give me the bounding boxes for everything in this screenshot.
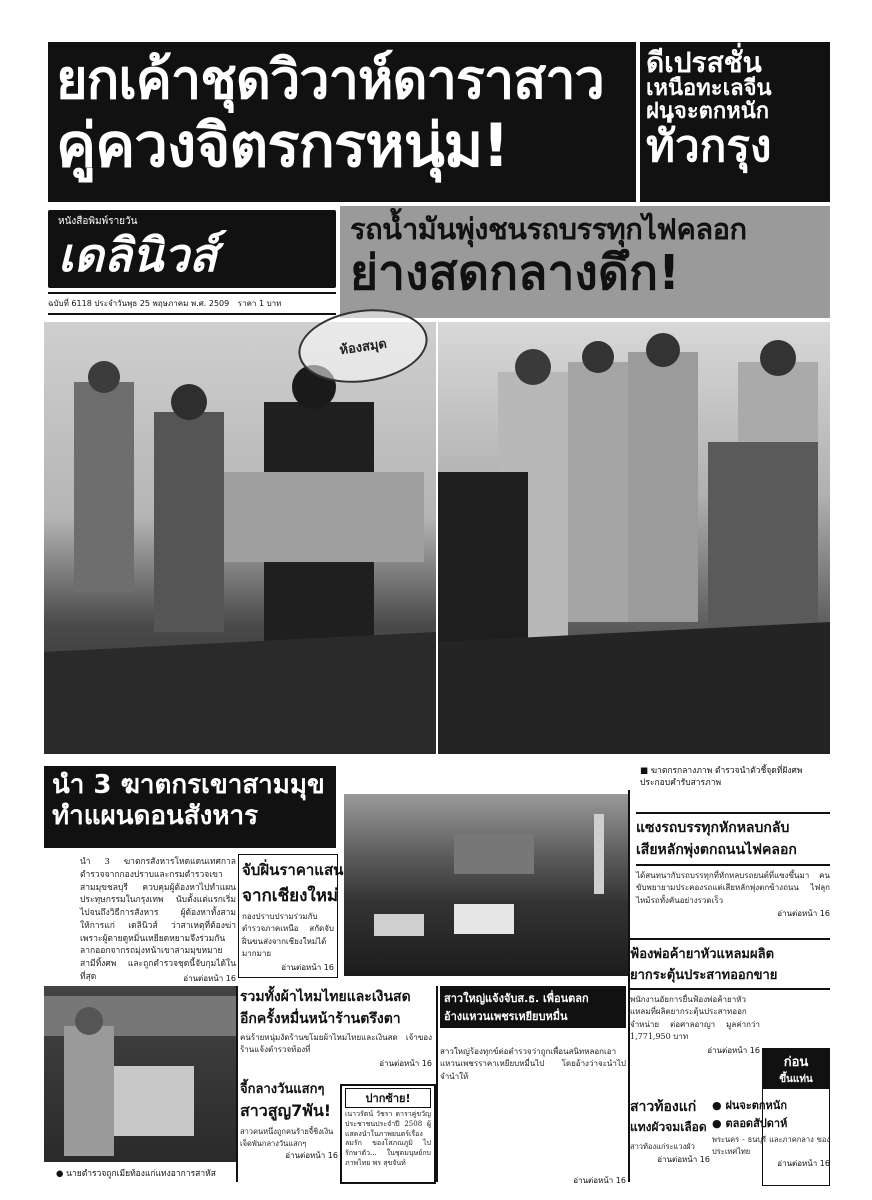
column-box-title: ปากซ้าย! (345, 1088, 431, 1108)
bullet-1: ● (712, 1099, 726, 1112)
main-headline-line2: คู่ควงจิตรกรหนุ่ม! (56, 110, 509, 181)
marijuana-story (238, 854, 344, 978)
crash-photo-shapes (344, 794, 628, 976)
side-headline-line2: เหนือทะเลจีน (646, 76, 772, 102)
train-headline-line1: รถน้ำมันพุ่งชนรถบรรทุกไฟคลอก (350, 212, 747, 246)
lost-continued: อ่านต่อหน้า 16 (285, 1151, 338, 1161)
gold-headline-line1: รวมทั้งผ้าไหมไทยและเงินสด (240, 989, 411, 1005)
figure-1 (74, 382, 134, 592)
column-rule-3 (436, 986, 438, 1182)
column-rule-2 (628, 790, 630, 1182)
murder-headline-box (44, 766, 336, 848)
truck-body: ได้สนทนากับรถบรรทุกที่หักหลบรถยนต์ที่แซงขึ้นมา คนขับพยายามประคองรถแต่เสียหลักพุ่งตกข้างถนน ไฟลุกไหม้รถทั้งคันอย่างรวดเร็ว (636, 871, 830, 905)
masthead-name: เดลินิวส์ (58, 228, 218, 282)
column-box (340, 1084, 436, 1184)
side-box-item2-text: ตลอดสัปดาห์ (725, 1117, 788, 1130)
girl-body: สาวใหญ่ร้องทุกข์ต่อตำรวจว่าถูกเพื่อนสนิทหลอกเอาแหวนเพชรราคาเหยียบหมื่นไป โดยอ้างว่าจะนำไปจำนำให้ (440, 1047, 626, 1081)
murder-headline-line1: นำ 3 ฆาตกรเขาสามมุข (52, 770, 325, 800)
arrest-photo (44, 986, 236, 1162)
arrest-photo-shapes (44, 986, 236, 1162)
masthead (48, 206, 336, 314)
photo-left-figures (44, 322, 436, 754)
pregnant-continued: อ่านต่อหน้า 16 (657, 1154, 710, 1164)
officer-2 (568, 362, 628, 622)
car-shape (224, 472, 424, 562)
side-box-body: พระนคร - ธนบุรี และภาคกลาง ของประเทศไทย (712, 1135, 830, 1156)
pregnant-body: สาวท้องแก่ระแวงผัว (630, 1142, 695, 1151)
debris (374, 914, 424, 936)
main-headline-line1: ยกเค้าชุดวิวาห์ดาราสาว (56, 48, 604, 111)
officer-1-head (515, 349, 551, 385)
photo-left (44, 322, 436, 754)
figure-2-head (171, 384, 207, 420)
fishsauce-story (630, 938, 830, 1055)
murder-headline-line2: ทำแผนดอนสังหาร (52, 801, 259, 832)
library-stamp-text: ห้องสมุด (338, 336, 388, 358)
caption-bottom-text: นายตำรวจถูกเมียท้องแก่แทงอาการสาหัส (66, 1169, 216, 1179)
marijuana-headline-line2: จากเชียงใหม่ (242, 886, 339, 906)
side-box-title1: ก่อน (783, 1055, 809, 1070)
side-box-title2: ขึ้นแท่น (779, 1074, 813, 1085)
grass-right (438, 622, 830, 754)
side-headline-line4: ทั่วกรุง (646, 120, 772, 172)
figure-1-head (88, 361, 120, 393)
column-rule-1 (236, 986, 238, 1182)
fishsauce-headline-line2: ยากระตุ้นประสาทออกขาย (630, 964, 830, 990)
side-box-content (712, 1096, 830, 1186)
girl-headline-box (440, 986, 626, 1028)
truck-continued: อ่านต่อหน้า 16 (777, 909, 830, 919)
photo-right-figures (438, 322, 830, 754)
pregnant-headline-line1: สาวท้องแก่ (630, 1099, 697, 1115)
masthead-logo-box (48, 210, 336, 288)
murder-continued: อ่านต่อหน้า 16 (183, 974, 236, 983)
column-box-body: เนาวรัตน์ วัชรา ดาราคู่ขวัญประชาชนประจำปี 2508 ผู้แสดงนำในภาพยนตร์เรื่อง ลมรัก ของโสภณภูมิ ไปรักษาตัว... ในชุดมนุษย์กบ ภาพไทย พร สุขจันท์ (345, 1110, 431, 1167)
truck-story (636, 812, 830, 932)
injured-man (114, 1066, 194, 1136)
lost-headline-line2: สาวสูญ7พัน! (240, 1101, 332, 1120)
officer-4-head (760, 340, 796, 376)
side-box-title (763, 1049, 829, 1089)
caption-bottom-bullet: ● (56, 1169, 67, 1179)
girl-headline-line2: อ้างแหวนเพชรเหยียบหมื่น (444, 1010, 568, 1023)
sheet (454, 904, 514, 934)
issue-info-text: ฉบับที่ 6118 ประจำวันพุธ 25 พฤษภาคม พ.ศ. 2509 (48, 299, 230, 308)
side-box-continued: อ่านต่อหน้า 16 (777, 1159, 830, 1169)
side-box-item1 (712, 1096, 830, 1114)
side-headline-box (640, 42, 830, 202)
man-standing (64, 1026, 114, 1156)
lost-story (240, 1078, 338, 1178)
bullet-2: ● (712, 1117, 726, 1130)
train-headline-line2: ย่างสดกลางดึก! (350, 245, 680, 302)
gold-headline-line2: อีกครั้งหมื่นหน้าร้านตรึงตา (240, 1011, 401, 1027)
girl-headline-line1: สาวใหญ่แจ้งจับส.ธ. เพื่อนตลก (444, 992, 589, 1005)
lost-headline-line1: จี้กลางวันแสกๆ (240, 1082, 325, 1097)
masthead-issue-info (48, 292, 336, 315)
caption-train-text: ฆาตกรกลางภาพ ตำรวจนำตัวชี้จุดที่ฝังศพ ประกอบคำรับสารภาพ (640, 766, 803, 788)
side-headline-line3: ฝนจะตกหนัก (646, 99, 770, 125)
officer-3-head (646, 333, 680, 367)
side-box-item2 (712, 1114, 830, 1132)
officer-2-head (582, 341, 614, 373)
marijuana-continued: อ่านต่อหน้า 16 (281, 962, 334, 972)
truck-headline-line2: เสียหลักพุ่งตกถนนไฟคลอก (636, 839, 830, 866)
marijuana-headline-line1: จับฝิ่นราคาแสน (242, 861, 344, 879)
fishsauce-headline-line1: ฟ้องพ่อค้ายาหัวแหลมผลิต (630, 938, 830, 964)
man-standing-head (75, 1007, 103, 1035)
train-headline-box (340, 206, 830, 318)
fishsauce-continued: อ่านต่อหน้า 16 (707, 1045, 760, 1055)
gold-story (240, 986, 432, 1072)
price-text: ราคา 1 บาท (237, 299, 282, 308)
main-headline-box (48, 42, 636, 202)
lost-body: สาวคนหนึ่งถูกคนร้ายจี้ชิงเงินเจ็ดพันกลางวันแสกๆ (240, 1127, 334, 1148)
crash-photo (344, 794, 628, 976)
side-box-item1-text: ฝนจะตกหนัก (725, 1099, 787, 1112)
masthead-tagline: หนังสือพิมพ์รายวัน (58, 216, 138, 227)
girl-continued: อ่านต่อหน้า 16 (573, 1176, 626, 1185)
photo-right (438, 322, 830, 754)
side-headline-line1: ดีเปรสชั่น (646, 46, 762, 79)
wreck (454, 834, 534, 874)
pregnant-headline-line2: แทงผัวจมเลือด (630, 1120, 707, 1134)
murder-body: นำ 3 ฆาตกรสังหารโหดแดนเทศกาลตำรวจจากกองปราบและกรมตำรวจเขาสามมุขชลบุรี ควบคุมผู้ต้องหาไปทำแผนประทุษกรรมในกรุงเทพ นับตั้งแต่แรกเริ่มไปจนถึงวิธีการสังหาร ผู้ต้องหาทั้งสามให้การแก่ เดลินิวส์ ว่าสาเหตุที่ต้องฆ่าเพราะผู้ตายดูหมิ่นเหยียดหยามจึงร่วมกันลากออกจากรถมุ่งหน้าเขาสามมุขหมายสามีทิ้งศพ และถูกตำรวจชุดนี้จับกุมได้ในที่สุด (80, 857, 236, 982)
grass (44, 632, 436, 754)
marijuana-body: กองปราบปรามร่วมกับตำรวจภาคเหนือ สกัดจับฝิ่นขนส่งจากเชียงใหม่ได้มากมาย (242, 912, 334, 959)
fishsauce-body: พนักงานอัยการยื่นฟ้องพ่อค้ายาหัวแหลมที่ผลิตยากระตุ้นประสาทออกจำหน่าย ต่อศาลอาญา มูลค่ากว่า 1,771,950 บาท (630, 995, 760, 1042)
caption-train (640, 766, 830, 810)
pregnant-story (630, 1096, 710, 1182)
figure-2 (154, 412, 224, 632)
gold-body: คนร้ายหนุ่มงัดร้านขโมยผ้าไหมไทยและเงินสด เจ้าของร้านแจ้งตำรวจท้องที่ (240, 1033, 432, 1055)
truck-headline-line1: แซงรถบรรทุกหักหลบกลับ (636, 812, 830, 839)
gold-continued: อ่านต่อหน้า 16 (379, 1058, 432, 1068)
caption-bullet: ■ (640, 766, 651, 776)
pole (594, 814, 604, 894)
officer-3 (628, 352, 698, 622)
